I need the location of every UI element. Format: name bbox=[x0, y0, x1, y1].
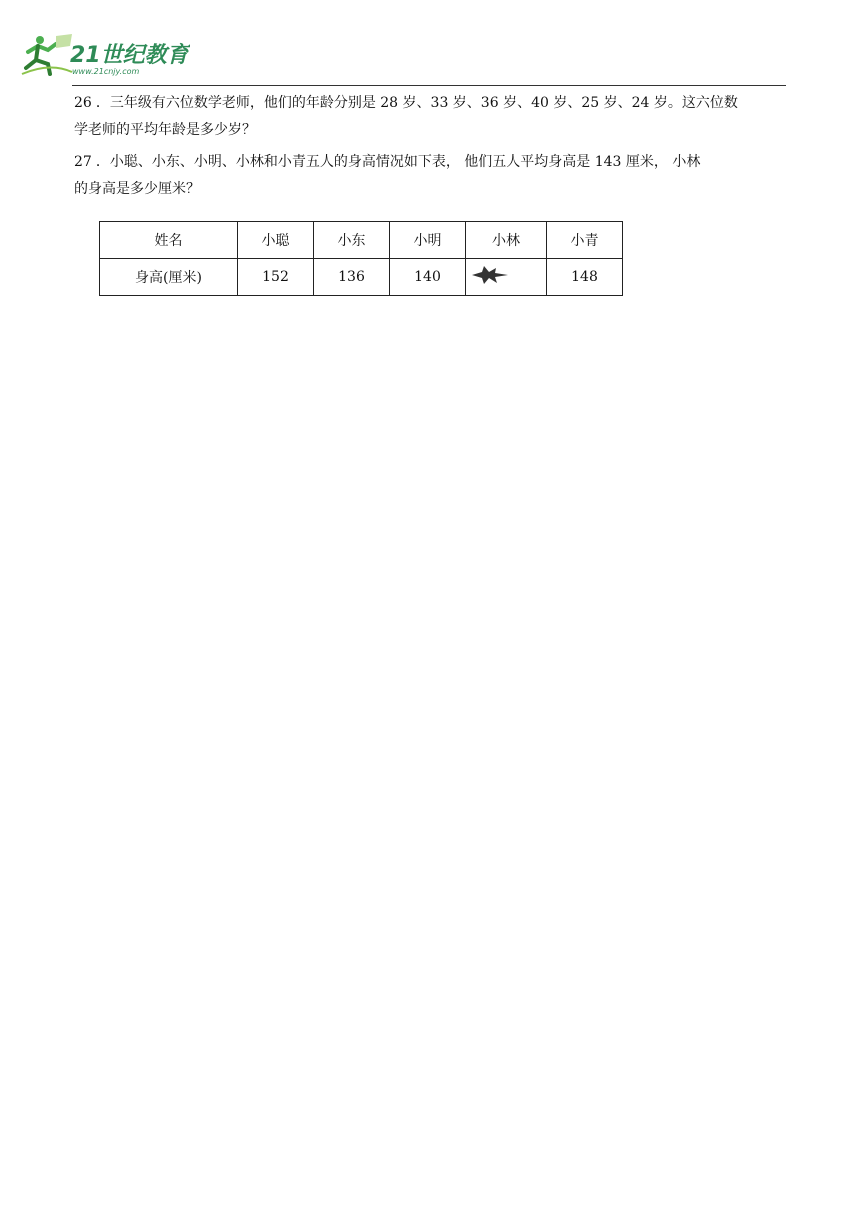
question-list bbox=[74, 90, 786, 203]
table-cell: 小明 bbox=[390, 222, 466, 259]
header-divider bbox=[72, 85, 786, 86]
table-cell: 小青 bbox=[547, 222, 623, 259]
question-text: 小聪、小东、小明、小林和小青五人的身高情况如下表， 他们五人平均身高是 143 厘米， 小林 bbox=[109, 154, 701, 170]
question-26-line-1: 26 ．三年级有六位数学老师，他们的年龄分别是 28 岁、33 岁、36 岁、40 岁、25 岁、24 岁。这六位数 bbox=[74, 95, 738, 111]
logo-text: 21世纪教育 bbox=[70, 43, 189, 68]
table-cell: 136 bbox=[314, 259, 390, 296]
height-table bbox=[99, 221, 623, 296]
logo-url-text: www.21cnjy.com bbox=[72, 67, 140, 76]
table-cell: 148 bbox=[547, 259, 623, 296]
ink-blot-icon bbox=[470, 265, 510, 285]
table-header-row bbox=[100, 222, 623, 259]
header-logo bbox=[20, 32, 190, 80]
question-number: 26 bbox=[74, 95, 92, 111]
table-cell: 140 bbox=[390, 259, 466, 296]
question-text: 三年级有六位数学老师，他们的年龄分别是 28 岁、33 岁、36 岁、40 岁、25 岁、24 岁。这六位数 bbox=[109, 95, 738, 111]
question-number: 27 bbox=[74, 154, 92, 170]
table-cell: 152 bbox=[238, 259, 314, 296]
table-cell: 小东 bbox=[314, 222, 390, 259]
table-cell: 身高(厘米) bbox=[100, 259, 238, 296]
table-cell-hidden bbox=[466, 259, 547, 296]
question-text: 的身高是多少厘米？ bbox=[74, 181, 200, 197]
question-26 bbox=[74, 90, 786, 144]
question-27-line-1: 27 ．小聪、小东、小明、小林和小青五人的身高情况如下表， 他们五人平均身高是 143 厘米， 小林 bbox=[74, 154, 701, 170]
question-text: 学老师的平均年龄是多少岁？ bbox=[74, 122, 256, 138]
table-data-row bbox=[100, 259, 623, 296]
table-cell: 小林 bbox=[466, 222, 547, 259]
question-27 bbox=[74, 149, 786, 203]
logo-runner-icon bbox=[20, 32, 190, 80]
table-cell: 小聪 bbox=[238, 222, 314, 259]
table-cell: 姓名 bbox=[100, 222, 238, 259]
